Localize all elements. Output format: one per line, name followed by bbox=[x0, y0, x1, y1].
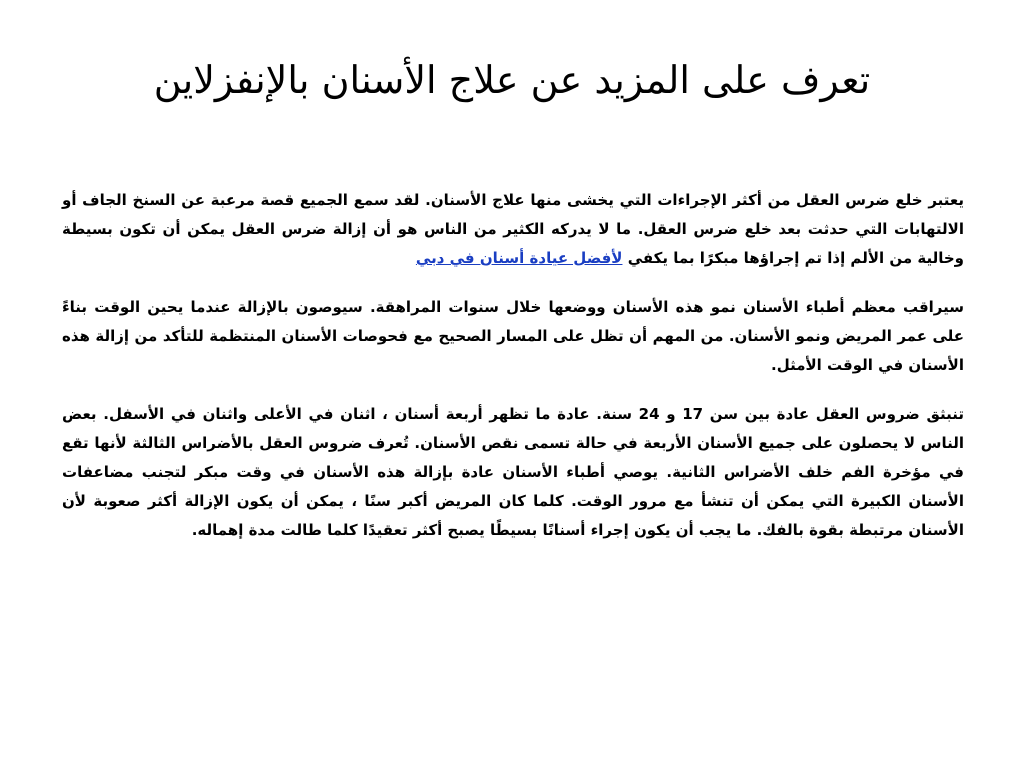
slide-title: تعرف على المزيد عن علاج الأسنان بالإنفزلاين bbox=[153, 58, 871, 102]
clinic-link[interactable]: لأفضل عيادة أسنان في دبي bbox=[415, 249, 623, 267]
slide-body bbox=[62, 186, 964, 565]
paragraph-1 bbox=[62, 186, 964, 273]
paragraph-2: سيراقب معظم أطباء الأسنان نمو هذه الأسنان ووضعها خلال سنوات المراهقة. سيوصون بالإزالة عندما يحين الوقت بناءً على عمر المريض ونمو الأسنان. من المهم أن تظل على المسار الصحيح مع فحوصات الأسنان المنتظمة للتأكد من إزالة هذه الأسنان في الوقت الأمثل. bbox=[62, 298, 964, 374]
paragraph-3: تنبثق ضروس العقل عادة بين سن 17 و 24 سنة. عادة ما تظهر أربعة أسنان ، اثنان في الأعلى واثنان في الأسفل. بعض الناس لا يحصلون على جميع الأسنان الأربعة في حالة تسمى نقص الأسنان. تُعرف ضروس العقل بالأضراس الثالثة لأنها تقع في مؤخرة الفم خلف الأضراس الثانية. يوصي أطباء الأسنان عادة بإزالة هذه الأسنان في وقت مبكر لتجنب مضاعفات الأسنان الكبيرة التي يمكن أن تنشأ مع مرور الوقت. كلما كان المريض أكبر سنًا ، يمكن أن يكون الإزالة أكثر صعوبة لأن الأسنان مرتبطة بقوة بالفك. ما يجب أن يكون إجراء أسنانًا بسيطًا يصبح أكثر تعقيدًا كلما طالت مدة إهماله. bbox=[62, 405, 964, 539]
paragraph-1-text: يعتبر خلع ضرس العقل من أكثر الإجراءات التي يخشى منها علاج الأسنان. لقد سمع الجميع قصة مرعبة عن السنخ الجاف أو الالتهابات التي حدثت بعد خلع ضرس العقل. ما لا يدركه الكثير من الناس هو أن إزالة ضرس العقل يمكن أن تكون بسيطة وخالية من الألم إذا تم إجراؤها مبكرًا بما يكفي bbox=[62, 191, 964, 267]
